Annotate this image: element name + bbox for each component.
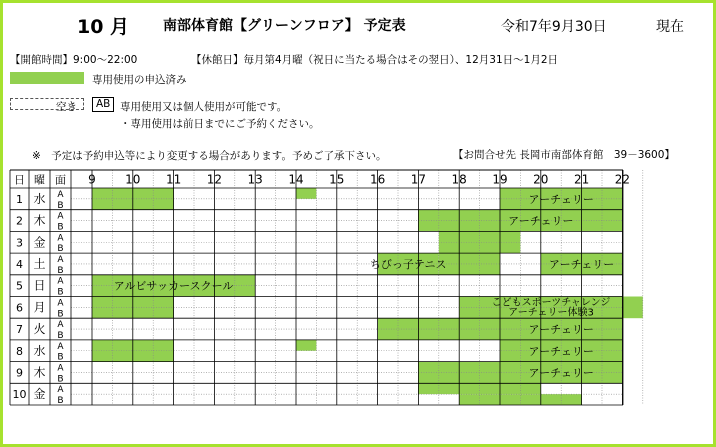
court-a-label: A bbox=[57, 320, 64, 331]
row-day: 4 bbox=[16, 257, 23, 271]
court-b-label: B bbox=[57, 222, 64, 233]
court-a-label: A bbox=[57, 385, 64, 396]
court-b-label: B bbox=[57, 244, 64, 255]
closed-days: 【休館日】毎月第4月曜（祝日に当たる場合はその翌日）、12月31日～1月2日 bbox=[191, 54, 559, 66]
court-a-label: A bbox=[57, 189, 64, 200]
hour-label: 14 bbox=[288, 172, 304, 187]
booking-block bbox=[296, 340, 316, 351]
schedule-grid bbox=[3, 3, 716, 447]
row-day: 8 bbox=[16, 344, 23, 358]
court-b-label: B bbox=[57, 200, 64, 211]
legend-available-label: 専用使用又は個人使用が可能です。 bbox=[120, 101, 288, 113]
hour-label: 12 bbox=[206, 172, 223, 187]
as-of-label: 現在 bbox=[656, 19, 684, 35]
row-weekday: 火 bbox=[33, 322, 46, 337]
hour-label: 17 bbox=[410, 172, 427, 187]
month-title: 10 月 bbox=[77, 16, 130, 38]
as-of-date: 令和7年9月30日 bbox=[501, 19, 607, 35]
row-weekday: 水 bbox=[33, 343, 46, 358]
court-b-label: B bbox=[57, 287, 64, 298]
facility-title: 南部体育館【グリーンフロア】 予定表 bbox=[163, 18, 406, 34]
row-weekday: 日 bbox=[33, 278, 46, 293]
legend-empty-label: 空き bbox=[56, 101, 77, 113]
booking-label: アーチェリー bbox=[528, 344, 594, 358]
booking-block bbox=[296, 188, 316, 199]
row-day: 3 bbox=[16, 236, 23, 250]
row-day: 2 bbox=[16, 214, 23, 228]
hour-label: 20 bbox=[533, 172, 549, 187]
row-day: 9 bbox=[16, 366, 23, 380]
court-a-label: A bbox=[57, 276, 64, 287]
court-a-label: A bbox=[57, 341, 64, 352]
court-b-label: B bbox=[57, 330, 64, 341]
opening-hours: 【開館時間】9:00～22:00 bbox=[10, 54, 138, 66]
court-b-label: B bbox=[57, 374, 64, 385]
row-day: 5 bbox=[16, 279, 23, 293]
legend-note: ・専用使用は前日までにご予約ください。 bbox=[120, 118, 320, 130]
booking-label: アルビサッカースクール bbox=[113, 279, 234, 293]
booking-label-line1: こどもスポーツチャレンジ bbox=[491, 297, 611, 309]
hour-label: 11 bbox=[165, 172, 182, 187]
legend-reserved-label: 専用使用の申込済み bbox=[92, 74, 187, 86]
hour-label: 9 bbox=[88, 172, 96, 187]
hour-label: 10 bbox=[125, 172, 141, 187]
booking-label: アーチェリー bbox=[528, 366, 594, 380]
court-a-label: A bbox=[57, 211, 64, 222]
hour-label: 16 bbox=[369, 172, 386, 187]
row-weekday: 土 bbox=[33, 256, 46, 271]
contact-info: 【お問合せ先 長岡市南部体育館 39－3600】 bbox=[453, 149, 675, 161]
court-b-label: B bbox=[57, 265, 64, 276]
row-weekday: 木 bbox=[33, 365, 46, 380]
court-a-label: A bbox=[57, 363, 64, 374]
hour-label: 21 bbox=[573, 172, 590, 187]
court-a-label: A bbox=[57, 233, 64, 244]
hour-label: 19 bbox=[492, 172, 508, 187]
header-day: 日 bbox=[14, 173, 25, 187]
header-weekday: 曜 bbox=[34, 173, 45, 187]
booking-label: アーチェリー bbox=[528, 192, 594, 206]
booking-label: アーチェリー bbox=[508, 214, 574, 228]
row-weekday: 金 bbox=[33, 235, 46, 250]
header-court: 面 bbox=[55, 173, 66, 187]
booking-label: アーチェリー bbox=[528, 323, 594, 337]
hour-label: 22 bbox=[614, 172, 631, 187]
row-day: 7 bbox=[16, 323, 23, 337]
hour-label: 15 bbox=[329, 172, 345, 187]
row-weekday: 木 bbox=[33, 213, 46, 228]
booking-label-line2: アーチェリー体験3 bbox=[508, 307, 594, 319]
hour-label: 13 bbox=[247, 172, 263, 187]
court-b-label: B bbox=[57, 396, 64, 407]
row-day: 1 bbox=[16, 192, 23, 206]
legend-ab-badge: AB bbox=[92, 97, 114, 112]
court-a-label: A bbox=[57, 298, 64, 309]
court-a-label: A bbox=[57, 255, 64, 266]
row-weekday: 水 bbox=[33, 191, 46, 206]
booking-label: アーチェリー bbox=[548, 257, 615, 271]
booking-label: ちびっ子テニス bbox=[369, 257, 447, 271]
row-day: 10 bbox=[12, 388, 27, 402]
row-weekday: 月 bbox=[33, 300, 46, 315]
row-day: 6 bbox=[16, 301, 23, 315]
court-b-label: B bbox=[57, 309, 64, 320]
court-b-label: B bbox=[57, 352, 64, 363]
row-weekday: 金 bbox=[33, 387, 46, 402]
change-notice: ※ 予定は予約申込等により変更する場合があります。予めご了承下さい。 bbox=[32, 150, 387, 162]
hour-label: 18 bbox=[451, 172, 467, 187]
